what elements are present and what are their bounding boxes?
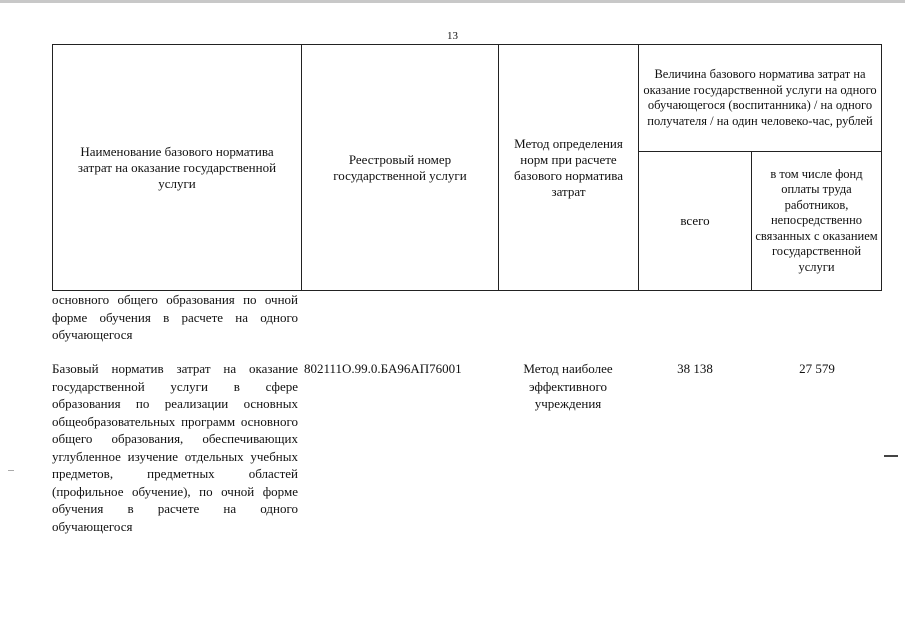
header-col-name: Наименование базового норматива затрат на оказание государственной услуги bbox=[77, 143, 277, 191]
header-col-wage-fund: в том числе фонд оплаты труда работников, непосредственно связанных с оказанием государственной услуги bbox=[755, 166, 878, 274]
row-wage-fund-value: 27 579 bbox=[799, 361, 835, 376]
row-name: Базовый норматив затрат на оказание государственной услуги в сфере образования по реализации основных общеобразовательных программ основного общего образования, обеспечивающих углубленное изучение отдельных учебных предметов, предметных областей (профильное обучение), по очной форме обучения в расчете на одного обучающегося bbox=[52, 361, 298, 534]
scan-mark-left bbox=[8, 470, 14, 471]
header-col-registry: Реестровый номер государственной услуги bbox=[333, 151, 467, 183]
header-col-total: всего bbox=[680, 213, 710, 228]
scan-mark-right bbox=[884, 455, 898, 457]
header-col-method: Метод определения норм при расчете базового норматива затрат bbox=[514, 135, 623, 199]
header-col-value-group: Величина базового норматива затрат на оказание государственной услуги на одного обучающегося (воспитанника) / на одного получателя / на один человеко-час, рублей bbox=[643, 67, 877, 128]
row-registry-number: 802111О.99.0.БА96АП76001 bbox=[304, 361, 462, 376]
row-total-value: 38 138 bbox=[677, 361, 713, 376]
row-method: Метод наиболее эффективного учреждения bbox=[523, 361, 613, 411]
row-continued-name: основного общего образования по очной форме обучения в расчете на одного обучающегося bbox=[52, 292, 298, 342]
page-number: 13 bbox=[447, 30, 458, 42]
top-scan-rule bbox=[0, 0, 905, 3]
